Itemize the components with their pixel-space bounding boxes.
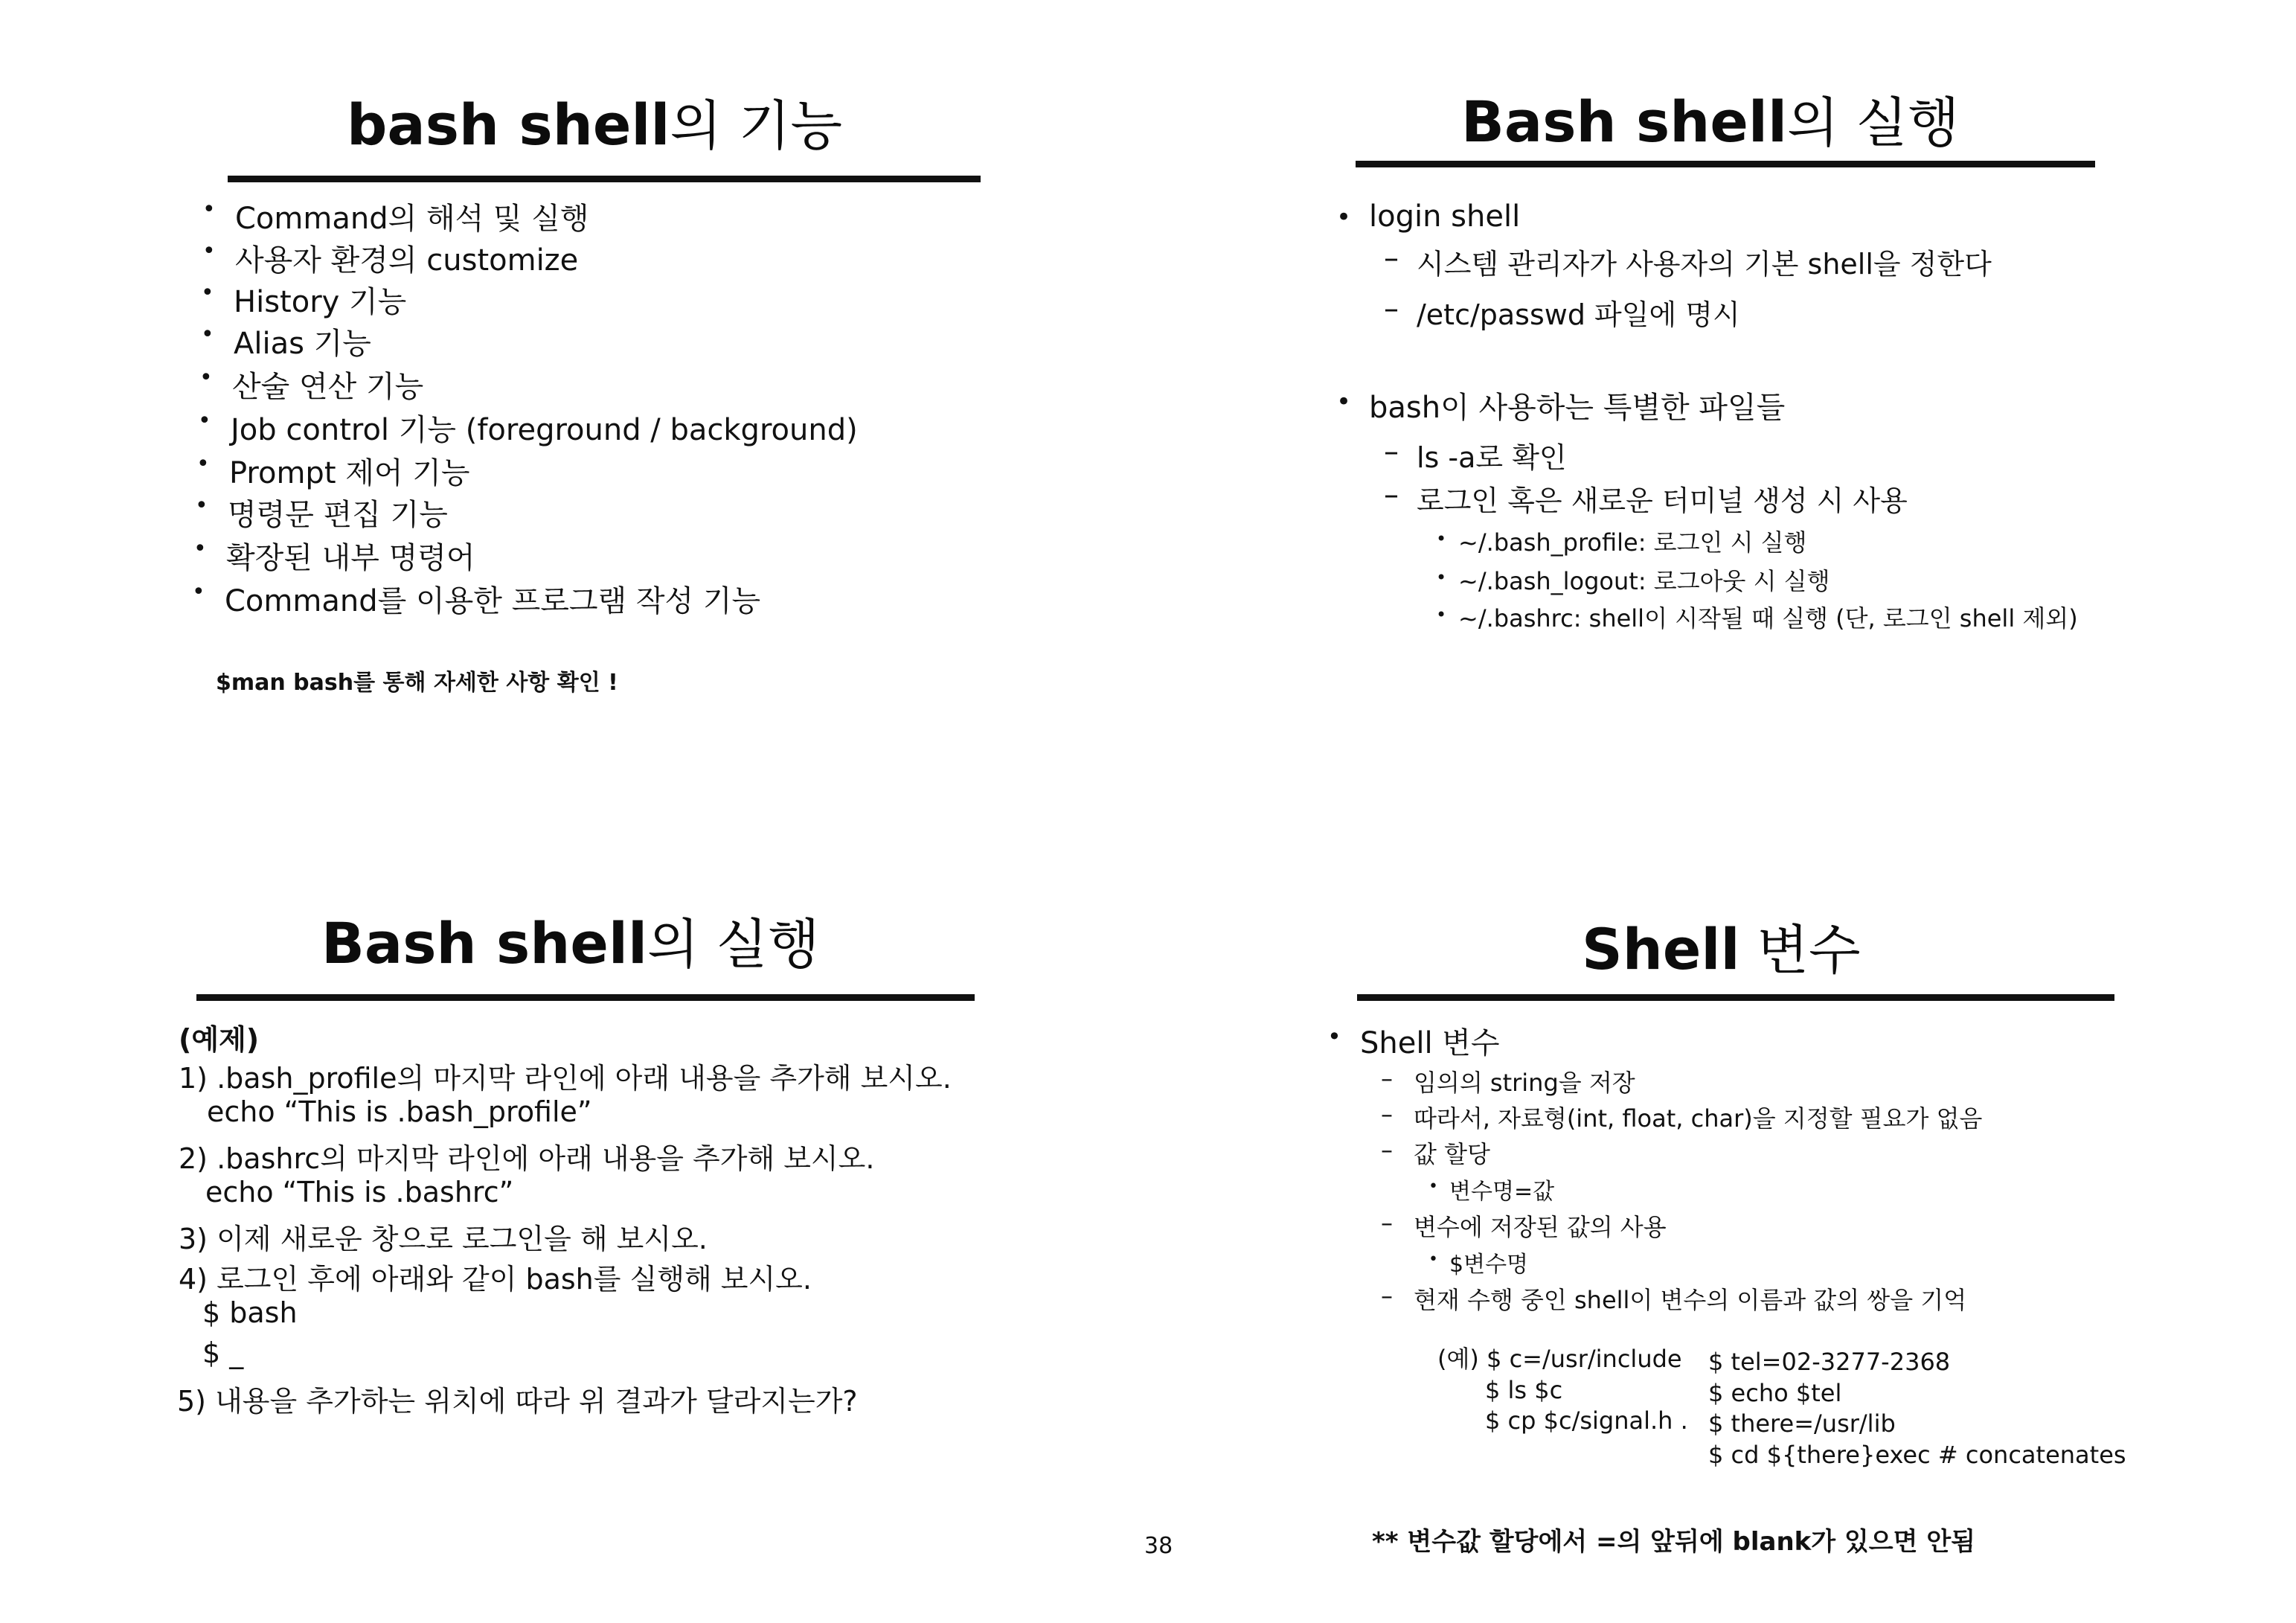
title-rest: 의 실행 (1787, 92, 1960, 154)
list-subitem: – 현재 수행 중인 shell이 변수의 이름과 값의 쌍을 기억 (1381, 1281, 1966, 1316)
list-item: • Shell 변수 (1327, 1019, 1500, 1062)
list-subitem: – 값 할당 (1381, 1136, 1490, 1170)
example-line: (예) $ c=/usr/include (1437, 1345, 1682, 1373)
exercise-code: $ _ (202, 1337, 244, 1369)
slide-shell-variables (1150, 811, 2296, 1622)
list-subsubitem: • ~/.bashrc: shell이 시작될 때 실행 (단, 로그인 shell 제외) (1436, 600, 2078, 634)
list-subitem: – 변수에 저장된 값의 사용 (1381, 1209, 1667, 1243)
slide-title (1461, 89, 1960, 155)
exercise-step: 3) 이제 새로운 창으로 로그인을 해 보시오. (179, 1223, 708, 1255)
example-line: $ tel=02-3277-2368 (1708, 1348, 1951, 1376)
list-item: • 확장된 내부 명령어 (193, 534, 475, 577)
title-bold: Bash shell (1461, 89, 1788, 155)
title-rest: 의 실행 (647, 913, 820, 976)
example-line: $ echo $tel (1708, 1378, 1842, 1407)
list-item: • login shell (1336, 199, 1520, 234)
list-subitem: – 따라서, 자료형(int, float, char)을 지정할 필요가 없음 (1381, 1100, 1982, 1134)
exercise-code: echo “This is .bash_profile” (207, 1095, 592, 1128)
man-note: $man bash를 통해 자세한 사항 확인 ! (216, 670, 618, 696)
title-bold: Shell (1582, 916, 1740, 982)
exercise-step: 2) .bashrc의 마지막 라인에 아래 내용을 추가해 보시오. (179, 1142, 875, 1175)
list-subitem: – ls -a로 확인 (1384, 435, 1567, 476)
exercise-step: 5) 내용을 추가하는 위치에 따라 위 결과가 달라지는가? (177, 1385, 858, 1418)
list-item: • 산술 연산 기능 (199, 363, 423, 406)
list-item: • Command를 이용한 프로그램 작성 기능 (192, 577, 760, 620)
title-underline (1356, 161, 2095, 167)
list-item: • bash이 사용하는 특별한 파일들 (1336, 384, 1785, 426)
list-subitem: – 시스템 관리자가 사용자의 기본 shell을 정한다 (1384, 241, 1992, 282)
list-subitem: – 임의의 string을 저장 (1381, 1064, 1635, 1098)
list-item: • 명령문 편집 기능 (195, 491, 448, 534)
exercise-code: $ bash (202, 1296, 298, 1329)
slide-bash-exercise (0, 811, 1146, 1622)
list-subsubitem: • ~/.bash_profile: 로그인 시 실행 (1436, 524, 1807, 558)
slide-title (347, 92, 843, 158)
example-line: $ cp $c/signal.h . (1485, 1406, 1688, 1435)
example-left-column (1437, 1344, 1688, 1437)
list-subsubitem: • ~/.bash_logout: 로그아웃 시 실행 (1436, 563, 1830, 597)
list-item: • Job control 기능 (foreground / background) (198, 406, 858, 449)
title-bold: bash shell (347, 92, 670, 158)
title-rest: 의 기능 (670, 95, 843, 157)
title-rest: 변수 (1739, 919, 1861, 982)
list-subsubitem: • 변수명=값 (1428, 1173, 1554, 1206)
list-item: • 사용자 환경의 customize (202, 237, 578, 279)
example-line: $ there=/usr/lib (1708, 1409, 1896, 1438)
exercise-step: 4) 로그인 후에 아래와 같이 bash를 실행해 보시오. (179, 1263, 812, 1296)
example-line: $ cd ${there}exec # concatenates (1708, 1440, 2126, 1469)
exercise-step: 1) .bash_profile의 마지막 라인에 아래 내용을 추가해 보시오. (179, 1062, 952, 1095)
example-line: $ ls $c (1485, 1375, 1563, 1404)
blank-warning-note: ** 변수값 할당에서 =의 앞뒤에 blank가 있으면 안됨 (1372, 1527, 1976, 1557)
title-bold: Bash shell (321, 910, 648, 976)
page-number: 38 (1144, 1533, 1173, 1559)
list-item: • Alias 기능 (201, 320, 371, 362)
slide-bash-features (0, 0, 1146, 811)
example-right-column (1708, 1347, 2126, 1470)
slide-title (1582, 916, 1861, 982)
exercise-code: echo “This is .bashrc” (205, 1176, 514, 1209)
title-underline (1357, 994, 2114, 1001)
slide-title (321, 910, 820, 976)
list-item: • History 기능 (201, 278, 406, 321)
title-underline (196, 994, 975, 1001)
list-item: • Prompt 제어 기능 (196, 449, 470, 492)
list-subitem: – 로그인 혹은 새로운 터미널 생성 시 사용 (1384, 478, 1908, 519)
title-underline (228, 176, 981, 182)
list-item: • Command의 해석 및 실행 (202, 195, 589, 237)
list-subitem: – /etc/passwd 파일에 명시 (1384, 292, 1740, 333)
list-subsubitem: • $변수명 (1428, 1246, 1528, 1278)
slide-bash-execution (1150, 0, 2296, 811)
exercise-label: (예제) (179, 1023, 260, 1056)
